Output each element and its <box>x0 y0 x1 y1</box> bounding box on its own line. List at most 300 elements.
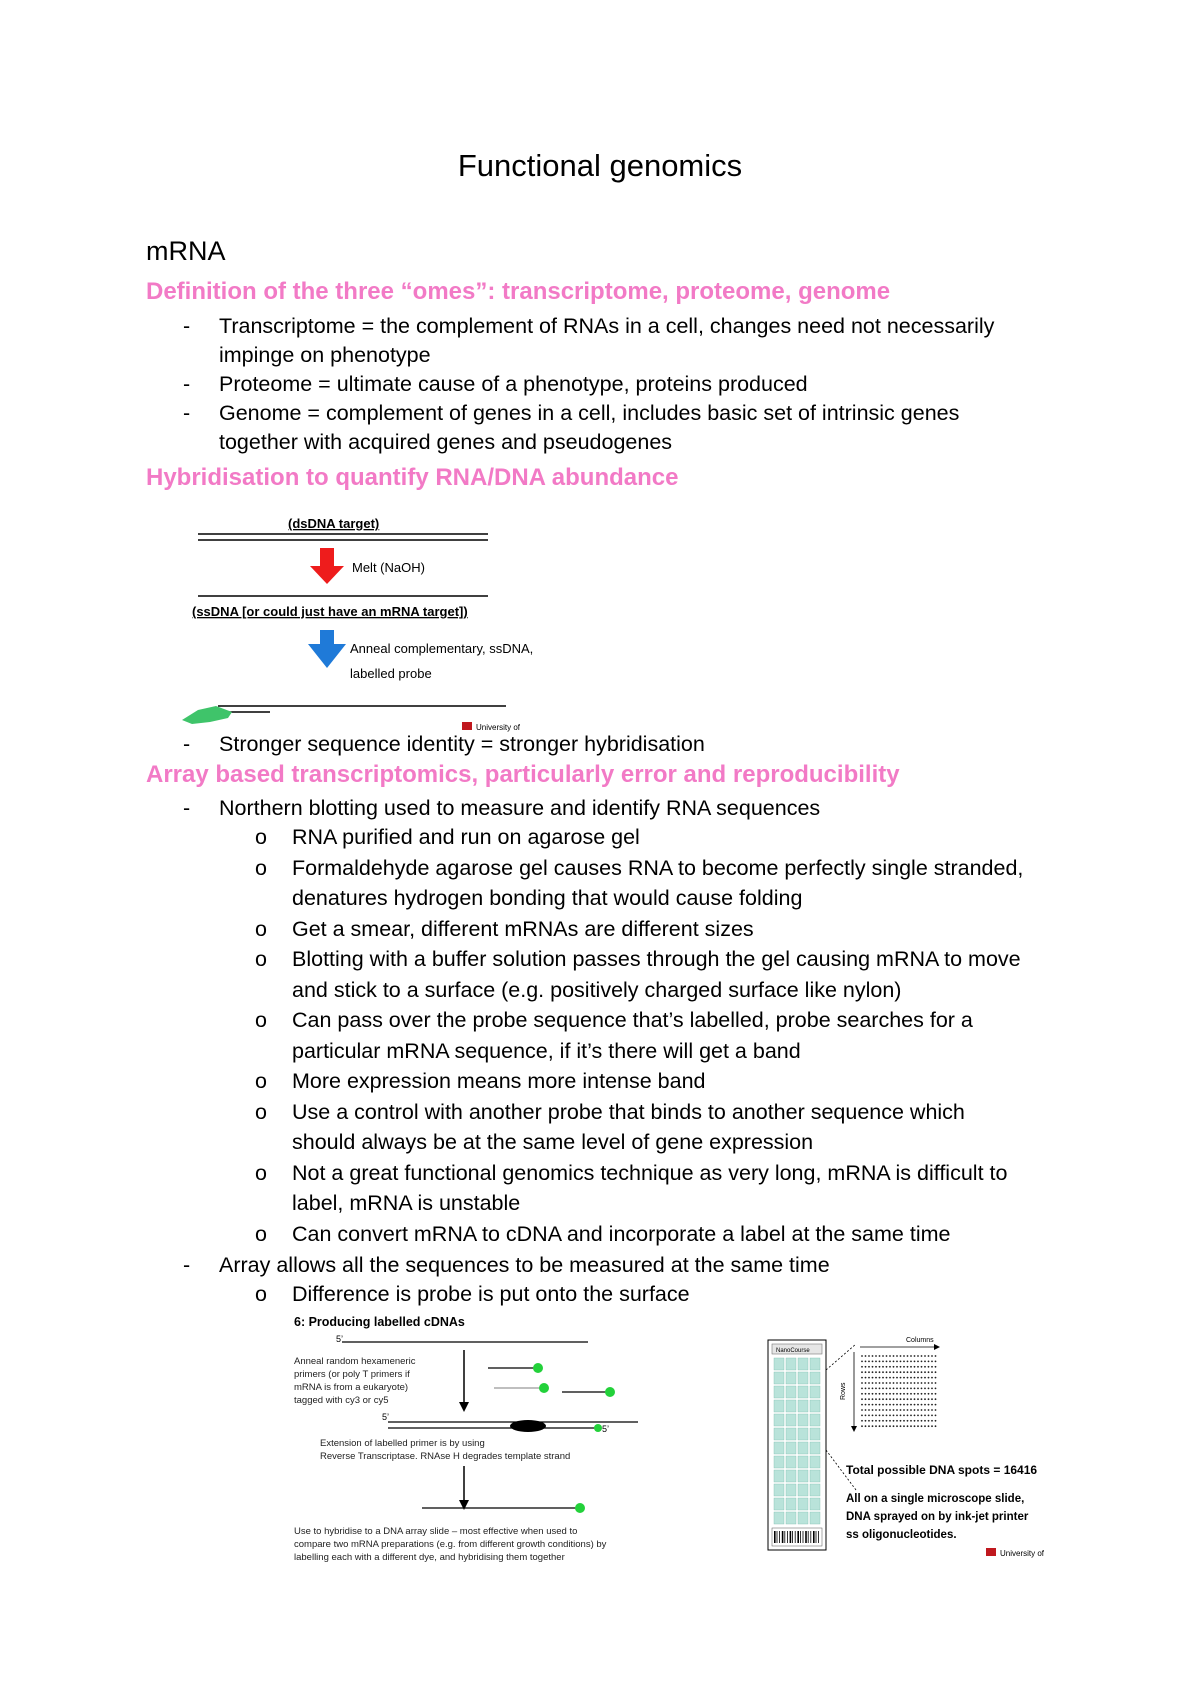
dna-spot <box>882 1425 884 1427</box>
dna-spot <box>907 1404 909 1406</box>
dna-spot <box>935 1415 937 1417</box>
extension-text-2: Reverse Transcriptase. RNAse H degrades template strand <box>320 1451 571 1462</box>
dna-spot <box>861 1420 863 1422</box>
university-logo-icon <box>986 1548 996 1556</box>
northern-sub-marker: o <box>255 1069 267 1093</box>
dna-spot <box>910 1398 912 1400</box>
spot-block <box>810 1470 820 1482</box>
dna-spot <box>879 1425 881 1427</box>
dna-spot <box>889 1398 891 1400</box>
use-text-3: labelling each with a different dye, and hybridising them together <box>294 1552 565 1563</box>
barcode-bar <box>810 1531 811 1543</box>
dna-spot <box>903 1361 905 1363</box>
dna-spot <box>917 1366 919 1368</box>
dna-spot <box>900 1404 902 1406</box>
dna-spot <box>907 1398 909 1400</box>
dna-spot <box>889 1355 891 1357</box>
dye-tag-icon <box>594 1424 602 1432</box>
dna-spot <box>893 1355 895 1357</box>
dna-spot <box>868 1404 870 1406</box>
spot-block <box>810 1358 820 1370</box>
dash-marker: - <box>183 1253 191 1277</box>
anneal-arrow-icon <box>308 630 346 668</box>
dna-spot <box>903 1425 905 1427</box>
dna-spot <box>921 1366 923 1368</box>
spot-block <box>786 1442 796 1454</box>
dna-spot <box>896 1420 898 1422</box>
dna-spot <box>886 1388 888 1390</box>
dna-spot <box>924 1393 926 1395</box>
dna-spot <box>914 1415 916 1417</box>
dna-spot <box>900 1388 902 1390</box>
northern-sub-marker: o <box>255 825 267 849</box>
dna-spot <box>914 1398 916 1400</box>
dye-tag-icon <box>605 1387 615 1397</box>
dna-spot <box>917 1415 919 1417</box>
dna-spot <box>868 1382 870 1384</box>
dna-spot <box>921 1415 923 1417</box>
slide-note-3: ss oligonucleotides. <box>846 1529 957 1541</box>
dna-spot <box>910 1371 912 1373</box>
dna-spot <box>907 1355 909 1357</box>
dna-spot <box>907 1371 909 1373</box>
dna-spot <box>917 1377 919 1379</box>
dna-spot <box>935 1382 937 1384</box>
dna-spot <box>935 1366 937 1368</box>
spot-block <box>798 1358 808 1370</box>
dna-spot <box>875 1398 877 1400</box>
dna-spot <box>900 1371 902 1373</box>
dna-spot <box>872 1420 874 1422</box>
dna-spot <box>889 1404 891 1406</box>
dna-spot <box>928 1393 930 1395</box>
dna-spot <box>879 1377 881 1379</box>
dna-spot <box>903 1355 905 1357</box>
spot-block <box>810 1456 820 1468</box>
dna-spot <box>907 1425 909 1427</box>
dna-spot <box>893 1409 895 1411</box>
dna-spot <box>924 1361 926 1363</box>
dna-spot <box>931 1415 933 1417</box>
dna-spot <box>882 1382 884 1384</box>
dna-spot <box>931 1393 933 1395</box>
dna-spot <box>882 1415 884 1417</box>
spot-block <box>786 1372 796 1384</box>
anneal-label-1: Anneal complementary, ssDNA, <box>350 641 534 656</box>
definition-item: impinge on phenotype <box>219 343 431 367</box>
anneal-label-2: labelled probe <box>350 666 432 681</box>
dna-spot <box>924 1388 926 1390</box>
dna-spot <box>868 1366 870 1368</box>
dna-spot <box>931 1371 933 1373</box>
dna-spot <box>886 1398 888 1400</box>
barcode-bar <box>792 1531 793 1543</box>
dna-spot <box>879 1382 881 1384</box>
array-point: Array allows all the sequences to be measured at the same time <box>219 1253 830 1277</box>
spot-block <box>774 1372 784 1384</box>
northern-sub-marker: o <box>255 916 267 941</box>
dna-spot <box>865 1388 867 1390</box>
dna-spot <box>872 1404 874 1406</box>
labelled-cdna-diagram <box>292 1312 664 1572</box>
spot-block <box>810 1372 820 1384</box>
dna-spot <box>865 1415 867 1417</box>
dna-spot <box>875 1404 877 1406</box>
anneal-text-1: Anneal random hexameneric <box>294 1356 416 1367</box>
dna-spot <box>879 1388 881 1390</box>
dna-spot <box>921 1382 923 1384</box>
definition-marker: - <box>183 372 191 396</box>
dna-spot <box>896 1371 898 1373</box>
dna-spot <box>896 1388 898 1390</box>
dna-spot <box>914 1425 916 1427</box>
array-sub-point: Difference is probe is put onto the surface <box>292 1282 690 1306</box>
dna-spot <box>917 1382 919 1384</box>
dna-spot <box>875 1355 877 1357</box>
dna-spot <box>903 1377 905 1379</box>
dna-spot <box>903 1371 905 1373</box>
spot-block <box>798 1484 808 1496</box>
reverse-transcriptase-icon <box>510 1420 546 1432</box>
university-logo-text: University of <box>1000 1549 1045 1558</box>
spot-block <box>810 1512 820 1524</box>
dna-spot <box>882 1398 884 1400</box>
dna-spot <box>903 1404 905 1406</box>
dna-spot <box>924 1377 926 1379</box>
dna-spot <box>879 1398 881 1400</box>
dna-spot <box>889 1420 891 1422</box>
dna-spot <box>861 1388 863 1390</box>
dna-spot <box>900 1355 902 1357</box>
slide-note-2: DNA sprayed on by ink-jet printer <box>846 1511 1029 1523</box>
dna-spot <box>914 1420 916 1422</box>
spot-block <box>810 1442 820 1454</box>
dna-spot <box>914 1355 916 1357</box>
northern-sub-marker: o <box>255 1221 267 1246</box>
dna-spot <box>924 1420 926 1422</box>
dna-spot <box>893 1420 895 1422</box>
dna-spot <box>896 1393 898 1395</box>
spot-block <box>786 1512 796 1524</box>
dna-spot <box>875 1420 877 1422</box>
dna-spot <box>914 1361 916 1363</box>
dna-spot <box>875 1361 877 1363</box>
dna-spot <box>879 1366 881 1368</box>
barcode-bar <box>805 1531 807 1543</box>
dna-spot <box>872 1355 874 1357</box>
ssdna-target-label: (ssDNA [or could just have an mRNA target]) <box>192 604 468 619</box>
dna-spot <box>879 1409 881 1411</box>
microarray-slide-diagram <box>738 1330 1058 1560</box>
northern-sub-item: Can convert mRNA to cDNA and incorporate a label at the same time <box>292 1221 951 1246</box>
dna-spot <box>861 1425 863 1427</box>
dna-spot <box>882 1420 884 1422</box>
melt-arrow-icon <box>310 548 344 584</box>
dna-spot <box>931 1361 933 1363</box>
anneal-text-4: tagged with cy3 or cy5 <box>294 1395 389 1406</box>
dna-spot <box>882 1409 884 1411</box>
dna-spot <box>896 1425 898 1427</box>
northern-sub-marker: o <box>255 947 267 971</box>
dna-spot <box>935 1361 937 1363</box>
northern-sub-item: RNA purified and run on agarose gel <box>292 825 640 849</box>
dna-spot <box>875 1409 877 1411</box>
dna-spot <box>868 1415 870 1417</box>
dna-spot <box>882 1388 884 1390</box>
page-title: Functional genomics <box>457 148 743 183</box>
dna-spot <box>917 1398 919 1400</box>
dna-spot <box>896 1382 898 1384</box>
dna-spot <box>886 1355 888 1357</box>
dna-spot <box>921 1361 923 1363</box>
dna-spot <box>896 1355 898 1357</box>
cdna-heading: 6: Producing labelled cDNAs <box>294 1315 465 1329</box>
dna-spot <box>868 1361 870 1363</box>
dna-spot <box>896 1415 898 1417</box>
dna-spot <box>903 1388 905 1390</box>
columns-label: Columns <box>906 1337 934 1344</box>
dna-spot <box>889 1393 891 1395</box>
dna-spot <box>931 1388 933 1390</box>
dna-spot <box>893 1398 895 1400</box>
dna-spot <box>889 1361 891 1363</box>
dna-spot <box>893 1371 895 1373</box>
dna-spot <box>868 1388 870 1390</box>
dna-spot <box>921 1398 923 1400</box>
melt-label: Melt (NaOH) <box>352 560 425 575</box>
northern-sub-item: Get a smear, different mRNAs are different sizes <box>292 916 754 941</box>
dna-spot <box>914 1377 916 1379</box>
dna-spot <box>921 1393 923 1395</box>
dna-spot <box>889 1377 891 1379</box>
dna-spot <box>868 1393 870 1395</box>
spot-block <box>798 1456 808 1468</box>
dna-spot <box>903 1420 905 1422</box>
dna-spot <box>889 1382 891 1384</box>
dna-spot <box>875 1371 877 1373</box>
dna-spot <box>879 1393 881 1395</box>
spot-block <box>798 1386 808 1398</box>
spot-block <box>786 1414 796 1426</box>
dna-spot <box>917 1420 919 1422</box>
spot-block <box>774 1400 784 1412</box>
dna-spot <box>875 1388 877 1390</box>
dna-spot <box>865 1355 867 1357</box>
dna-spot <box>907 1361 909 1363</box>
dna-spot <box>879 1415 881 1417</box>
dna-spot <box>910 1361 912 1363</box>
spot-block <box>798 1414 808 1426</box>
northern-sub-marker: o <box>255 1008 267 1032</box>
dna-spot <box>900 1361 902 1363</box>
dna-spot <box>900 1377 902 1379</box>
northern-sub-item: Not a great functional genomics technique as very long, mRNA is difficult to <box>292 1160 1008 1185</box>
dna-spot <box>924 1371 926 1373</box>
spot-block <box>774 1512 784 1524</box>
dna-spot <box>924 1425 926 1427</box>
dna-spot <box>914 1388 916 1390</box>
dna-spot <box>924 1366 926 1368</box>
dna-spot <box>889 1371 891 1373</box>
extension-text-1: Extension of labelled primer is by using <box>320 1438 485 1449</box>
section-heading-mrna: mRNA <box>146 236 226 266</box>
dna-spot <box>861 1409 863 1411</box>
dna-spot <box>931 1366 933 1368</box>
spot-block <box>774 1358 784 1370</box>
dna-spot <box>928 1366 930 1368</box>
dna-spot <box>872 1388 874 1390</box>
use-text-1: Use to hybridise to a DNA array slide – most effective when used to <box>294 1526 578 1537</box>
spot-block <box>786 1428 796 1440</box>
spot-block <box>798 1428 808 1440</box>
dna-spot <box>917 1404 919 1406</box>
dna-spot <box>886 1382 888 1384</box>
dna-spot <box>886 1393 888 1395</box>
dna-spot <box>886 1425 888 1427</box>
barcode-icon <box>772 1528 822 1546</box>
dna-spot <box>935 1388 937 1390</box>
northern-sub-item: denatures hydrogen bonding that would cause folding <box>292 886 803 910</box>
anneal-text-3: mRNA is from a eukaryote) <box>294 1382 409 1393</box>
dna-spot <box>879 1355 881 1357</box>
spot-block <box>786 1456 796 1468</box>
dna-spot <box>872 1371 874 1373</box>
northern-sub-item: Can pass over the probe sequence that’s labelled, probe searches for a <box>292 1008 973 1032</box>
dna-spot <box>910 1420 912 1422</box>
spot-block <box>798 1442 808 1454</box>
heading-array-transcriptomics: Array based transcriptomics, particularly error and reproducibility <box>146 761 900 788</box>
dna-spot <box>893 1388 895 1390</box>
barcode-bar <box>818 1531 819 1543</box>
dna-spot <box>868 1398 870 1400</box>
dna-spot <box>900 1415 902 1417</box>
dna-spot <box>896 1366 898 1368</box>
dna-spot <box>931 1420 933 1422</box>
dash-marker: - <box>183 796 191 820</box>
dna-spot <box>935 1393 937 1395</box>
dna-spot <box>921 1377 923 1379</box>
dna-spot <box>872 1366 874 1368</box>
dna-spot <box>914 1366 916 1368</box>
northern-sub-item: should always be at the same level of gene expression <box>292 1130 814 1154</box>
spot-block <box>798 1372 808 1384</box>
rows-label: Rows <box>840 1382 847 1400</box>
dna-spot <box>861 1371 863 1373</box>
dna-spot <box>928 1404 930 1406</box>
dna-spot <box>935 1409 937 1411</box>
dna-spot <box>910 1382 912 1384</box>
dna-spot <box>896 1409 898 1411</box>
dna-spot <box>875 1377 877 1379</box>
spot-block <box>786 1498 796 1510</box>
dna-spot <box>931 1377 933 1379</box>
dye-tag-icon <box>533 1363 543 1373</box>
dna-spot <box>865 1361 867 1363</box>
dna-spot <box>865 1366 867 1368</box>
dna-spot <box>882 1393 884 1395</box>
definition-marker: - <box>183 314 191 338</box>
dna-spot <box>872 1393 874 1395</box>
dna-spot <box>921 1425 923 1427</box>
dna-spot <box>907 1415 909 1417</box>
total-spots-text: Total possible DNA spots = 16416 <box>846 1463 1038 1477</box>
dna-spot <box>910 1355 912 1357</box>
northern-sub-item: Formaldehyde agarose gel causes RNA to become perfectly single stranded, <box>292 855 1024 880</box>
barcode-bar <box>797 1531 799 1543</box>
dna-spot <box>900 1382 902 1384</box>
dna-spot <box>914 1393 916 1395</box>
dna-spot <box>868 1420 870 1422</box>
five-prime-label: 5’ <box>382 1412 390 1422</box>
dna-spot <box>896 1398 898 1400</box>
spot-block <box>810 1386 820 1398</box>
dna-spot <box>879 1361 881 1363</box>
dna-spot <box>865 1393 867 1395</box>
dna-spot <box>861 1393 863 1395</box>
barcode-bar <box>777 1531 778 1543</box>
dna-spot <box>882 1404 884 1406</box>
dna-spot <box>907 1377 909 1379</box>
use-text-2: compare two mRNA preparations (e.g. from different growth conditions) by <box>294 1539 607 1550</box>
dna-spot <box>921 1388 923 1390</box>
dna-spot <box>921 1371 923 1373</box>
dna-spot <box>868 1371 870 1373</box>
northern-sub-item: Use a control with another probe that binds to another sequence which <box>292 1099 965 1124</box>
barcode-bar <box>816 1531 817 1543</box>
spot-block <box>786 1470 796 1482</box>
dna-spot <box>896 1361 898 1363</box>
dna-spot <box>865 1425 867 1427</box>
dna-spot <box>861 1404 863 1406</box>
dna-spot <box>928 1409 930 1411</box>
dna-spot <box>935 1420 937 1422</box>
slide-label: NanoCourse <box>776 1348 810 1354</box>
spot-block <box>798 1400 808 1412</box>
dna-spot <box>882 1355 884 1357</box>
dna-spot <box>903 1366 905 1368</box>
dna-spot <box>931 1404 933 1406</box>
spot-block <box>774 1456 784 1468</box>
dna-spot <box>935 1404 937 1406</box>
northern-sub-marker: o <box>255 855 267 880</box>
spot-block <box>774 1484 784 1496</box>
spot-block <box>774 1414 784 1426</box>
northern-sub-item: label, mRNA is unstable <box>292 1191 521 1215</box>
dna-spot <box>886 1371 888 1373</box>
dna-spot <box>928 1425 930 1427</box>
dna-spot <box>872 1361 874 1363</box>
dna-spot <box>928 1355 930 1357</box>
definition-item: together with acquired genes and pseudogenes <box>219 430 673 454</box>
northern-sub-marker: o <box>255 1160 267 1185</box>
dna-spot <box>935 1371 937 1373</box>
dna-spot <box>886 1420 888 1422</box>
dna-spot <box>900 1398 902 1400</box>
dna-spot <box>935 1355 937 1357</box>
dna-spot <box>861 1366 863 1368</box>
dna-spot <box>900 1409 902 1411</box>
hybridisation-point: Stronger sequence identity = stronger hybridisation <box>219 732 705 756</box>
spot-block <box>810 1400 820 1412</box>
barcode-bar <box>813 1531 815 1543</box>
dna-spot <box>921 1355 923 1357</box>
dna-spot <box>882 1371 884 1373</box>
dna-spot <box>903 1382 905 1384</box>
dna-spot <box>900 1393 902 1395</box>
dna-spot <box>900 1366 902 1368</box>
university-logo-text: University of <box>476 723 521 732</box>
barcode-bar <box>784 1531 785 1543</box>
